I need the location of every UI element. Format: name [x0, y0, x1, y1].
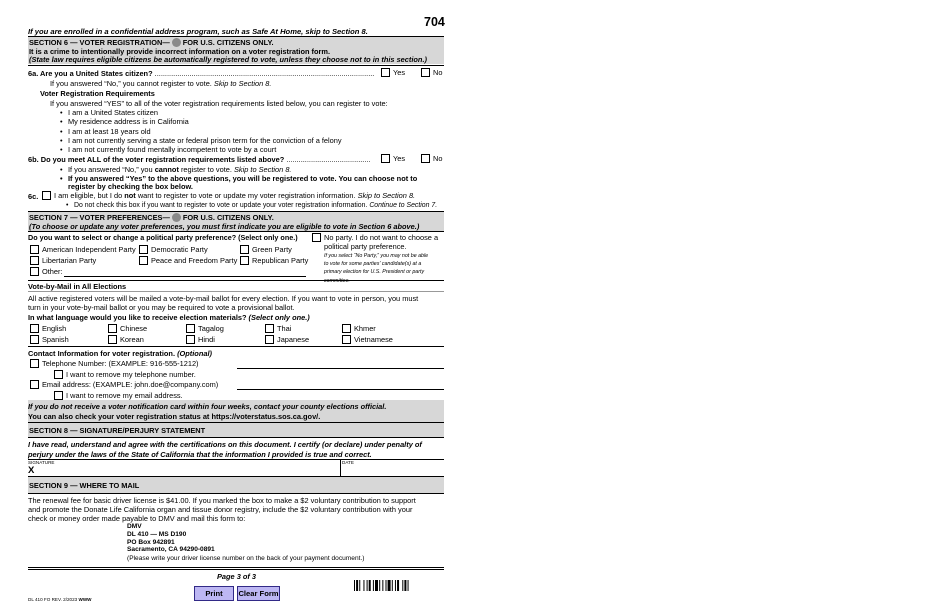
party-checkbox[interactable] [240, 256, 249, 265]
barcode-bar [392, 580, 393, 591]
language-checkbox[interactable] [342, 335, 351, 344]
barcode-bar [369, 580, 371, 591]
barcode [354, 580, 444, 591]
section-6-crime-note: It is a crime to intentionally provide incorrect information on a voter registration form. [29, 47, 331, 56]
section-8-title: SECTION 8 — SIGNATURE/PERJURY STATEMENT [29, 426, 206, 435]
language-option[interactable]: Korean [108, 335, 144, 344]
divider [28, 459, 444, 460]
party-checkbox[interactable] [30, 245, 39, 254]
signature-x-mark: X [28, 465, 35, 476]
requirement-item: • My residence address is in California [68, 117, 189, 126]
q6c-decline-checkbox[interactable] [42, 191, 51, 200]
question-6a: 6a. Are you a United States citizen? ........................................................................................................... [28, 69, 375, 78]
divider [28, 231, 444, 232]
q6a-no-option[interactable]: No [421, 68, 442, 77]
phone-option[interactable]: Telephone Number: (EXAMPLE: 916-555-1212) [30, 359, 199, 368]
q6a-yes-checkbox[interactable] [381, 68, 390, 77]
party-option[interactable]: Green Party [240, 245, 292, 254]
language-option[interactable]: Vietnamese [342, 335, 393, 344]
form-revision: DL 410 FO REV. 2/2023 WWW [28, 597, 92, 602]
language-checkbox[interactable] [342, 324, 351, 333]
language-checkbox[interactable] [30, 335, 39, 344]
language-option[interactable]: Chinese [108, 324, 147, 333]
date-field[interactable] [342, 465, 444, 476]
barcode-bar [379, 580, 380, 591]
vbm-text: All active registered voters will be mailed a vote-by-mail ballot for every election. If you want to vote in person, you must [28, 294, 419, 303]
page-number: 704 [424, 15, 445, 29]
barcode-bar [373, 580, 374, 591]
barcode-bar [408, 580, 409, 591]
q6b-yes-option[interactable]: Yes [381, 154, 405, 163]
language-checkbox[interactable] [30, 324, 39, 333]
phone-checkbox[interactable] [30, 359, 39, 368]
barcode-bar [382, 580, 383, 591]
language-checkbox[interactable] [186, 335, 195, 344]
section-7-title: SECTION 7 — VOTER PREFERENCES— FOR U.S. CITIZENS ONLY. [29, 213, 274, 222]
page-indicator: Page 3 of 3 [217, 572, 257, 581]
no-party-note: If you select “No Party,” you may not be able to vote for some parties' candidate(s) at a primary election for U.S. President or party committee. [324, 253, 429, 284]
phone-remove-checkbox[interactable] [54, 370, 63, 379]
no-citizen-symbol-icon [172, 38, 181, 47]
barcode-bar [363, 580, 364, 591]
email-input[interactable] [237, 389, 444, 390]
party-checkbox[interactable] [139, 245, 148, 254]
q6c-sub-note: • Do not check this box if you want to register to vote or update your voter registration information. Continue to Section 7. [74, 201, 437, 210]
divider [28, 493, 444, 494]
barcode-graphic [354, 580, 444, 591]
divider [28, 569, 444, 570]
language-checkbox[interactable] [108, 335, 117, 344]
language-checkbox[interactable] [186, 324, 195, 333]
requirement-item: • I am at least 18 years old [68, 127, 151, 136]
language-option[interactable]: Japanese [265, 335, 309, 344]
q6b-yes-instruction-cont: register by checking the box below. [68, 182, 193, 191]
barcode-bar [354, 580, 355, 591]
requirement-item: • I am not currently found mentally incompetent to vote by a court [68, 145, 276, 154]
no-party-label-cont: political party preference. [324, 242, 407, 251]
date-label: DATE [342, 460, 354, 465]
barcode-bar [386, 580, 387, 591]
language-option[interactable]: Spanish [30, 335, 69, 344]
no-citizen-symbol-icon [172, 213, 181, 222]
email-remove-checkbox[interactable] [54, 391, 63, 400]
barcode-bar [404, 580, 406, 591]
party-checkbox[interactable] [139, 256, 148, 265]
section-7-note: (To choose or update any voter preferences, you must first indicate you are eligible to vote in Section 6 above.) [29, 222, 420, 231]
language-checkbox[interactable] [265, 324, 274, 333]
barcode-bar [395, 580, 396, 591]
signature-field[interactable] [39, 461, 340, 476]
email-option[interactable]: Email address: (EXAMPLE: john.doe@company.com) [30, 380, 218, 389]
divider [28, 65, 444, 66]
divider [28, 280, 444, 281]
party-checkbox[interactable] [30, 256, 39, 265]
language-question: In what language would you like to receive election materials? (Select only one.) [28, 313, 310, 322]
requirement-item: • I am not currently serving a state or federal prison term for the conviction of a felony [68, 136, 342, 145]
party-option[interactable]: American Independent Party [30, 245, 136, 254]
contact-heading: Contact Information for voter registration. (Optional) [28, 349, 212, 358]
mail-instructions-cont: and promote the Donate Life California organ and tissue donor registry, include the $2 voluntary contribution with your [28, 505, 413, 514]
mail-instructions-cont: check or money order made payable to DMV and mail this form to: [28, 514, 246, 523]
phone-input[interactable] [237, 368, 444, 369]
language-option[interactable]: Hindi [186, 335, 215, 344]
divider [28, 291, 444, 292]
other-party-input[interactable] [64, 276, 306, 277]
requirements-intro: If you answered “YES” to all of the voter registration requirements listed below, you can register to vote: [50, 99, 388, 108]
section-9-title: SECTION 9 — WHERE TO MAIL [29, 481, 140, 490]
barcode-bar [388, 580, 391, 591]
language-option[interactable]: English [30, 324, 66, 333]
question-6b: 6b. Do you meet ALL of the voter registration requirements listed above? ......................................... [28, 155, 371, 164]
payment-note: (Please write your driver license number on the back of your payment document.) [127, 555, 365, 562]
divider [28, 346, 444, 347]
barcode-bar [359, 580, 360, 591]
q6b-no-option[interactable]: No [421, 154, 442, 163]
requirement-item: • I am a United States citizen [68, 108, 158, 117]
party-option[interactable]: Democratic Party [139, 245, 208, 254]
party-option[interactable]: Peace and Freedom Party [139, 256, 237, 265]
status-check-notice: You can also check your voter registration status at https://voterstatus.sos.ca.gov/. [28, 412, 321, 421]
notification-notice: If you do not receive a voter notification card within four weeks, contact your county elections official. [28, 402, 387, 411]
language-option[interactable]: Tagalog [186, 324, 224, 333]
q6a-no-instruction: If you answered “No,” you cannot register to vote. Skip to Section 8. [50, 79, 272, 88]
mailing-address: DMV DL 410 — MS D190 PO Box 942891 Sacramento, CA 94290-0891 [127, 523, 215, 554]
divider [28, 567, 444, 568]
vbm-text-cont: turn in your vote-by-mail ballot or you may be required to vote a provisional ballot. [28, 303, 295, 312]
email-checkbox[interactable] [30, 380, 39, 389]
no-party-checkbox[interactable] [312, 233, 321, 242]
language-option[interactable]: Thai [265, 324, 291, 333]
barcode-bar [375, 580, 378, 591]
requirements-heading: Voter Registration Requirements [40, 89, 155, 98]
party-option[interactable]: Libertarian Party [30, 256, 96, 265]
signature-label: SIGNATURE [28, 460, 55, 465]
q6b-yes-checkbox[interactable] [381, 154, 390, 163]
q6b-yes-instruction: • If you answered “Yes” to the above questions, you will be registered to vote. You can choose not to [68, 174, 417, 183]
section-6-title: SECTION 6 — VOTER REGISTRATION— FOR U.S. CITIZENS ONLY. [29, 38, 274, 47]
barcode-bar [356, 580, 358, 591]
party-checkbox[interactable] [30, 267, 39, 276]
vbm-heading: Vote-by-Mail in All Elections [28, 282, 127, 291]
language-checkbox[interactable] [108, 324, 117, 333]
perjury-statement-cont: perjury under the laws of the State of California that the information I provided is true and correct. [28, 450, 372, 459]
mail-instructions: The renewal fee for basic driver license is $41.00. If you marked the box to make a $2 voluntary contribution to support [28, 496, 416, 505]
barcode-bar [367, 580, 368, 591]
language-checkbox[interactable] [265, 335, 274, 344]
q6b-no-instruction: • If you answered “No,” you cannot register to vote. Skip to Section 8. [68, 165, 291, 174]
party-option[interactable]: Republican Party [240, 256, 308, 265]
phone-remove-option[interactable]: I want to remove my telephone number. [54, 370, 196, 379]
party-checkbox[interactable] [240, 245, 249, 254]
q6c-option[interactable]: I am eligible, but I do not want to register to vote or update my voter registration information. Skip to Section 8. [42, 191, 415, 200]
divider [340, 459, 341, 476]
barcode-bar [402, 580, 403, 591]
email-remove-option[interactable]: I want to remove my email address. [54, 391, 183, 400]
divider [28, 437, 444, 438]
party-option-no-party[interactable]: No party. I do not want to choose a [312, 233, 438, 242]
q6a-yes-option[interactable]: Yes [381, 68, 405, 77]
party-option-other[interactable]: Other: [30, 267, 63, 276]
confidential-address-note: If you are enrolled in a confidential address program, such as Safe At Home, skip to Section 8. [28, 27, 368, 36]
language-option[interactable]: Khmer [342, 324, 376, 333]
q6a-no-checkbox[interactable] [421, 68, 430, 77]
barcode-bar [397, 580, 399, 591]
clear-form-button[interactable]: Clear Form [237, 586, 280, 601]
print-button[interactable]: Print [194, 586, 234, 601]
q6b-no-checkbox[interactable] [421, 154, 430, 163]
perjury-statement: I have read, understand and agree with the certifications on this document. I certify (or declare) under penalty of [28, 440, 422, 449]
section-6-state-note: (State law requires eligible citizens be automatically registered to vote, unless they choose not to in this section.) [29, 55, 427, 64]
party-question: Do you want to select or change a political party preference? (Select only one.) [28, 233, 298, 242]
question-6c-label: 6c. [28, 192, 39, 201]
